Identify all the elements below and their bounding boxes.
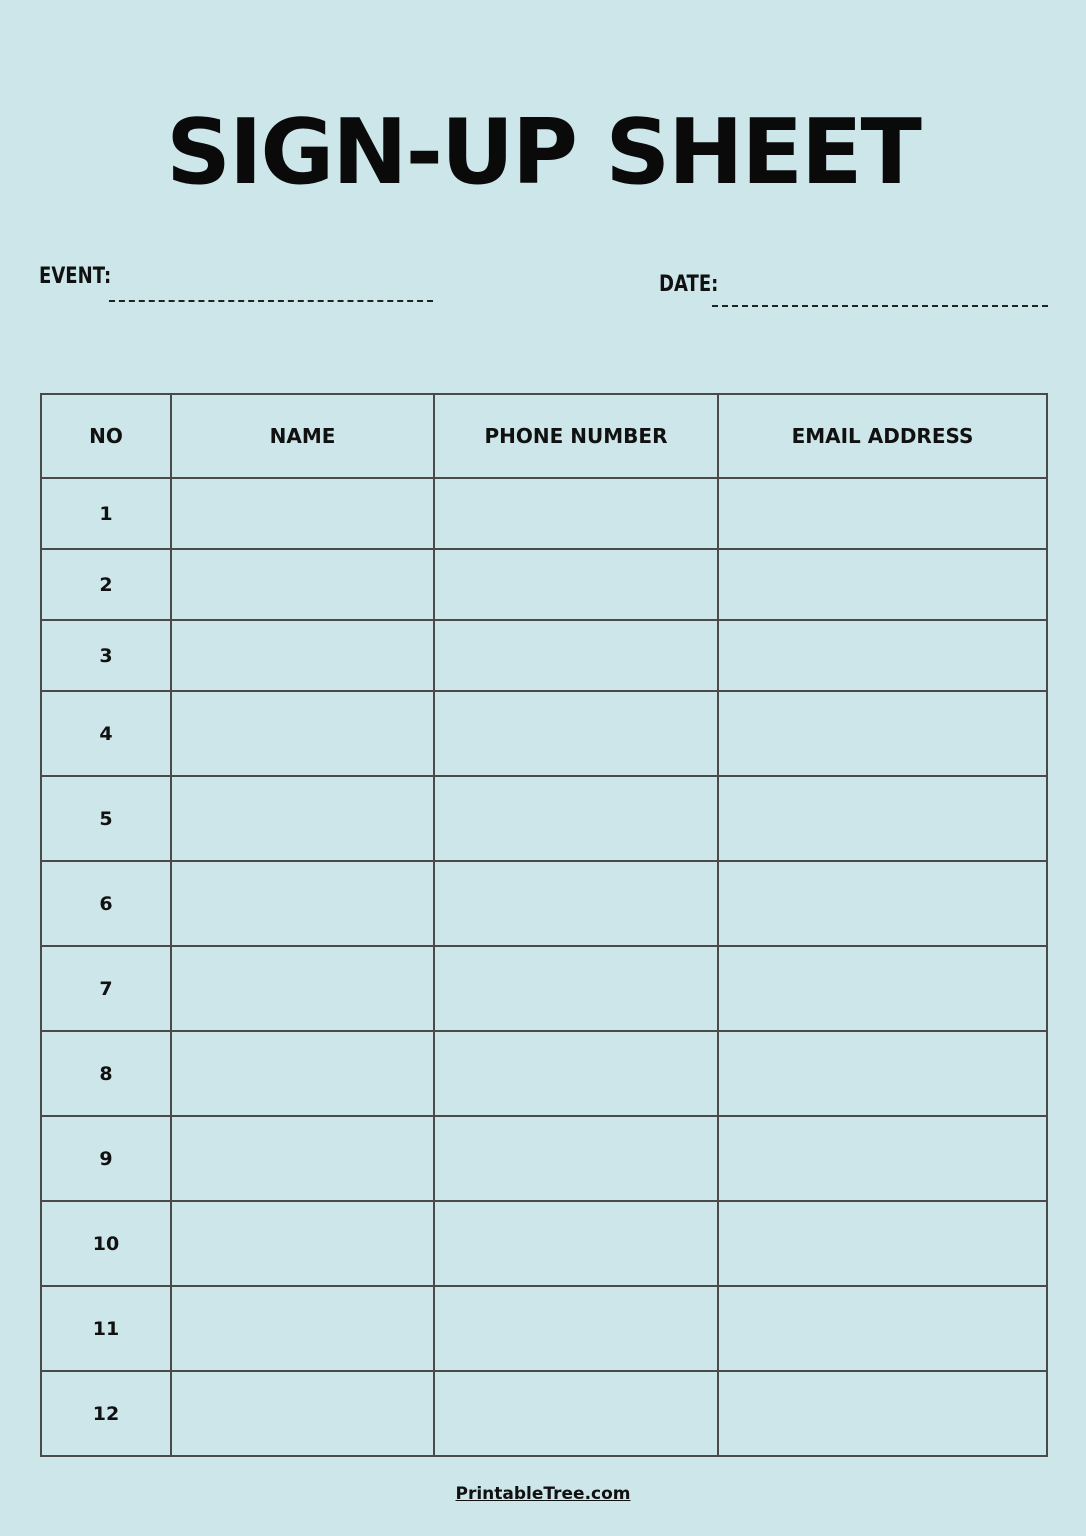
table-row: [41, 1031, 1047, 1116]
column-header-no: NO: [41, 394, 171, 478]
email-cell[interactable]: [718, 1201, 1047, 1286]
phone-cell[interactable]: [434, 1201, 718, 1286]
email-cell[interactable]: [718, 1371, 1047, 1456]
phone-cell[interactable]: [434, 691, 718, 776]
table-row: [41, 1201, 1047, 1286]
table-header-row: [41, 394, 1047, 478]
column-header-name: NAME: [171, 394, 434, 478]
row-number: 4: [41, 691, 171, 776]
name-cell[interactable]: [171, 549, 434, 620]
email-cell[interactable]: [718, 691, 1047, 776]
email-cell[interactable]: [718, 946, 1047, 1031]
page-title: SIGN-UP SHEET: [166, 100, 920, 205]
row-number: 11: [41, 1286, 171, 1371]
phone-cell[interactable]: [434, 620, 718, 691]
phone-cell[interactable]: [434, 549, 718, 620]
row-number: 2: [41, 549, 171, 620]
name-cell[interactable]: [171, 620, 434, 691]
phone-cell[interactable]: [434, 861, 718, 946]
row-number: 12: [41, 1371, 171, 1456]
name-cell[interactable]: [171, 1371, 434, 1456]
name-cell[interactable]: [171, 1116, 434, 1201]
row-number: 7: [41, 946, 171, 1031]
table-row: [41, 1286, 1047, 1371]
column-header-phone: PHONE NUMBER: [434, 394, 718, 478]
table-row: [41, 1116, 1047, 1201]
name-cell[interactable]: [171, 1031, 434, 1116]
phone-cell[interactable]: [434, 946, 718, 1031]
date-input-line[interactable]: [712, 305, 1048, 307]
row-number: 1: [41, 478, 171, 549]
table-row: [41, 549, 1047, 620]
name-cell[interactable]: [171, 1201, 434, 1286]
column-header-email: EMAIL ADDRESS: [718, 394, 1047, 478]
row-number: 10: [41, 1201, 171, 1286]
email-cell[interactable]: [718, 1031, 1047, 1116]
name-cell[interactable]: [171, 1286, 434, 1371]
table-row: [41, 478, 1047, 549]
email-cell[interactable]: [718, 478, 1047, 549]
footer-link[interactable]: PrintableTree.com: [455, 1484, 631, 1504]
row-number: 3: [41, 620, 171, 691]
phone-cell[interactable]: [434, 1371, 718, 1456]
event-input-line[interactable]: [109, 300, 433, 302]
date-label: DATE:: [659, 272, 719, 297]
row-number: 8: [41, 1031, 171, 1116]
table-row: [41, 1371, 1047, 1456]
phone-cell[interactable]: [434, 1116, 718, 1201]
table-row: [41, 691, 1047, 776]
row-number: 6: [41, 861, 171, 946]
email-cell[interactable]: [718, 549, 1047, 620]
name-cell[interactable]: [171, 776, 434, 861]
row-number: 5: [41, 776, 171, 861]
phone-cell[interactable]: [434, 478, 718, 549]
table-row: [41, 861, 1047, 946]
event-label: EVENT:: [39, 264, 112, 289]
table-row: [41, 946, 1047, 1031]
email-cell[interactable]: [718, 1286, 1047, 1371]
name-cell[interactable]: [171, 478, 434, 549]
email-cell[interactable]: [718, 861, 1047, 946]
name-cell[interactable]: [171, 861, 434, 946]
table-row: [41, 620, 1047, 691]
phone-cell[interactable]: [434, 1031, 718, 1116]
email-cell[interactable]: [718, 620, 1047, 691]
name-cell[interactable]: [171, 946, 434, 1031]
email-cell[interactable]: [718, 776, 1047, 861]
name-cell[interactable]: [171, 691, 434, 776]
email-cell[interactable]: [718, 1116, 1047, 1201]
signup-table: [40, 393, 1048, 1457]
phone-cell[interactable]: [434, 1286, 718, 1371]
row-number: 9: [41, 1116, 171, 1201]
table-row: [41, 776, 1047, 861]
phone-cell[interactable]: [434, 776, 718, 861]
